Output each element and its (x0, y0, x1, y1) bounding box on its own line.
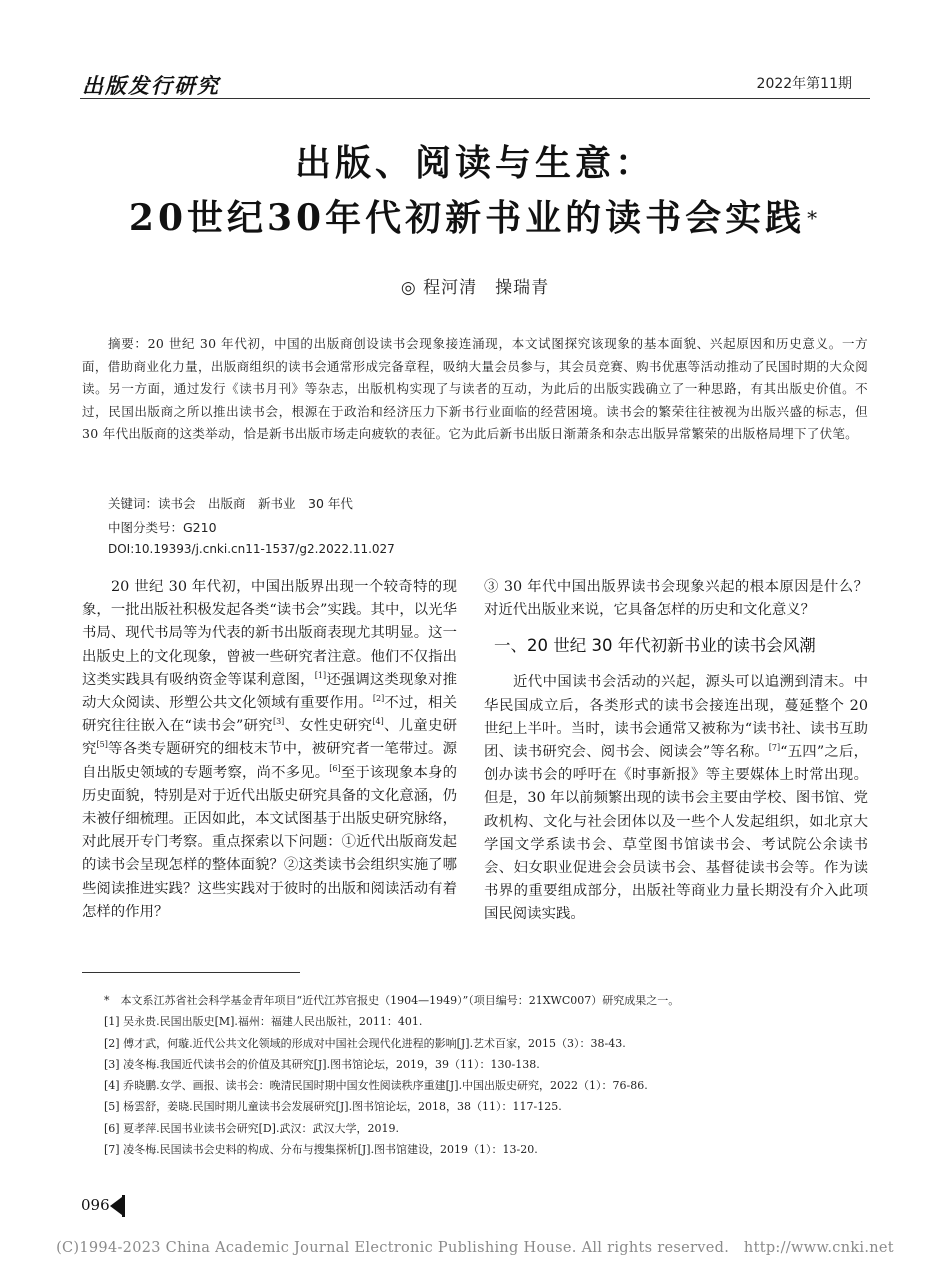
article-title-line-2 (40, 196, 910, 240)
footnotes (104, 990, 884, 1160)
footnote-item: [1] 吴永贵.民国出版史[M].福州：福建人民出版社，2011：401. (104, 1015, 423, 1029)
authors: ◎ 程河清 操瑞青 (400, 278, 550, 298)
citation-ref[interactable]: [2] (372, 694, 385, 704)
footnote-item: [3] 凌冬梅.我国近代读书会的价值及其研究[J].图书馆论坛，2019，39（11）：130-138. (104, 1057, 540, 1071)
article-title-line-1: 出版、阅读与生意： (294, 142, 655, 184)
abstract: 摘要：20 世纪 30 年代初，中国的出版商创设读书会现象接连涌现，本文试图探究该现象的基本面貌、兴起原因和历史意义。一方面，借助商业化力量，出版商组织的读书会通常形成完备章程，吸纳大量会员参与，其会员竞赛、购书优惠等活动推动了民国时期的大众阅读。另一方面，通过发行《读书月刊》等杂志，出版机构实现了与读者的互动，为此后的出版实践确立了一种思路，有其出版史价值。不过，民国出版商之所以推出读书会，根源在于政治和经济压力下新书行业面临的经营困境。读书会的繁荣往往被视为出版兴盛的标志，但 30 年代出版商的这类举动，恰是新书出版市场走向疲软的表征。它为此后新书出版日渐萧条和杂志出版异常繁荣的出版格局埋下了伏笔。 (82, 336, 868, 441)
footnote-item: * 本文系江苏省社会科学基金青年项目“近代江苏官报史（1904—1949）”（项目编号：21XWC007）研究成果之一。 (104, 994, 680, 1007)
article-title-text: 20世纪30年代初新书业的读书会实践 (128, 197, 806, 239)
page-bar (122, 1195, 125, 1217)
doi: DOI:10.19393/j.cnki.cn11-1537/g2.2022.11.027 (108, 542, 395, 556)
citation-ref[interactable]: [5] (96, 740, 108, 750)
body-paragraph: 近代中国读书会活动的兴起，源头可以追溯到清末。中华民国成立后，各类形式的读书会接连出现，蔓延整个 20 世纪上半叶。当时，读书会通常又被称为“读书社、读书互助团、读书研究会、阅书会、阅读会”等名称。[7]“五四”之后，创办读书会的呼吁在《时事新报》等主要媒体上时常出现。但是，30 年以前频繁出现的读书会主要由学校、图书馆、党政机构、文化与社会团体以及一些个人发起组织，如北京大学国文学系读书会、草堂图书馆读书会、考试院公余读书会、妇女职业促进会会员读书会、基督徒读书会等。作为读书界的重要组成部分，出版社等商业力量长期没有介入此项国民阅读实践。 (484, 674, 869, 923)
copyright-notice: (C)1994-2023 China Academic Journal Electronic Publishing House. All rights reserved. http://www.cnki.net (56, 1240, 894, 1256)
citation-ref[interactable]: [1] (314, 671, 327, 681)
issue-label: 2022年第11期 (756, 76, 852, 92)
section-heading: 一、20 世纪 30 年代初新书业的读书会风潮 (494, 636, 816, 656)
footnote-item: [2] 傅才武，何璇.近代公共文化领域的形成对中国社会现代化进程的影响[J].艺术百家，2015（3）：38-43. (104, 1036, 626, 1050)
citation-ref[interactable]: [3] (272, 717, 285, 727)
keywords: 关键词：读书会 出版商 新书业 30 年代 (108, 496, 353, 511)
citation-ref[interactable]: [7] (768, 743, 781, 753)
footnote-item: [7] 凌冬梅.民国读书会史料的构成、分布与搜集探析[J].图书馆建设，2019（1）：13-20. (104, 1143, 538, 1157)
body-left-column (82, 576, 457, 924)
body-paragraph: ③ 30 年代中国出版界读书会现象兴起的根本原因是什么？对近代出版业来说，它具备怎样的历史和文化意义？ (484, 579, 868, 619)
title-footnote-mark[interactable]: * (807, 206, 822, 230)
classification-number: 中图分类号：G210 (108, 520, 217, 535)
footnote-rule (82, 972, 300, 973)
body-paragraph: 20 世纪 30 年代初，中国出版界出现一个较奇特的现象，一批出版社积极发起各类“读书会”实践。其中，以光华书局、现代书局等为代表的新书出版商表现尤其明显。这一出版史上的文化现象，曾被一些研究者注意。他们不仅指出这类实践具有吸纳资金等谋利意图，[1]还强调这类现象对推动大众阅读、形塑公共文化领域有重要作用。[2]不过，相关研究往往嵌入在“读书会”研究[3]、女性史研究[4]、儿童史研究[5]等各类专题研究的细枝末节中，被研究者一笔带过。源自出版史领域的专题考察，尚不多见。[6]至于该现象本身的历史面貌，特别是对于近代出版史研究具备的文化意涵，仍未被仔细梳理。正因如此，本文试图基于出版史研究脉络，对此展开专门考察。重点探索以下问题：①近代出版商发起的读书会呈现怎样的整体面貌？②这类读书会组织实施了哪些阅读推进实践？这些实践对于彼时的出版和阅读活动有着怎样的作用？ (82, 579, 457, 920)
page-arrow-icon (110, 1197, 122, 1215)
header-rule (80, 98, 870, 99)
page-number: 096 (81, 1196, 110, 1214)
body-right-column (484, 576, 868, 927)
footnote-item: [4] 乔晓鹏.女学、画报、读书会：晚清民国时期中国女性阅读秩序重建[J].中国出版史研究，2022（1）：76-86. (104, 1079, 648, 1093)
footnote-item: [6] 夏孝萍.民国书业读书会研究[D].武汉：武汉大学，2019. (104, 1121, 399, 1135)
citation-ref[interactable]: [4] (372, 717, 384, 727)
journal-name: 出版发行研究 (82, 74, 220, 98)
citation-ref[interactable]: [6] (329, 763, 341, 773)
footnote-item: [5] 杨雲舒，姜晓.民国时期儿童读书会发展研究[J].图书馆论坛，2018，38（11）：117-125. (104, 1100, 562, 1114)
